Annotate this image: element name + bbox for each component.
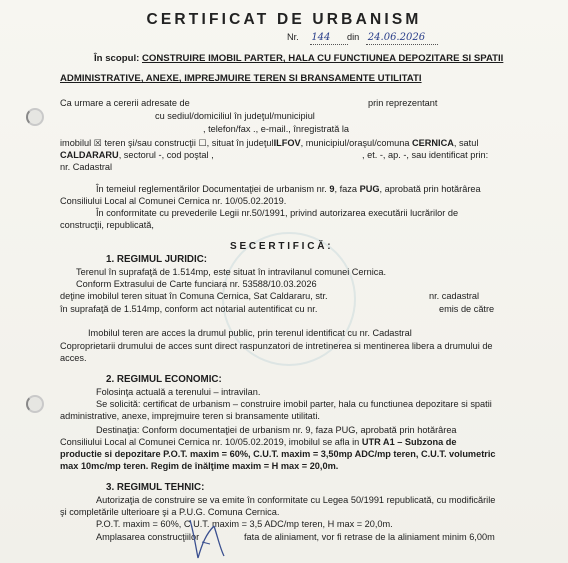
legal-faza: PUG: [359, 184, 380, 194]
scope-line-2: ADMINISTRATIVE, ANEXE, IMPREJMUIRE TEREN SI BRANSAMENTE UTILITATI: [60, 73, 422, 84]
s2-l5: [60, 437, 456, 448]
punch-hole-top: [26, 108, 44, 126]
scope-label: În scopul:: [94, 53, 140, 64]
s2-utr: UTR A1 – Subzona de: [361, 437, 457, 447]
s2-heading: 2. REGIMUL ECONOMIC:: [106, 374, 222, 385]
legal-l1a: În temeiul reglementărilor Documentaţiei de urbanism nr.: [96, 184, 327, 194]
s1-l6: Coproprietarii drumului de acces sunt direct raspunzatori de intretinerea si mentinerea libera a drumului de: [60, 341, 493, 351]
intro-l1b: prin reprezentant: [368, 98, 438, 108]
intro-l5: [60, 150, 214, 161]
s3-l1: Autorizaţia de construire se va emite în conformitate cu Legea 50/1991 republicată, cu modificările: [96, 495, 496, 505]
document-title: CERTIFICAT DE URBANISM: [146, 11, 422, 28]
nr-label: Nr.: [287, 32, 299, 42]
s3-l4b: fata de aliniament, vor fi retrase de la aliniament minim 6,00m: [244, 532, 495, 542]
din-underline: [366, 44, 438, 45]
s3-l4a: Amplasarea construcţiilor: [96, 532, 200, 542]
nr-value: 144: [311, 32, 331, 43]
s3-l3: P.O.T. maxim = 60%, C.U.T. maxim = 3,5 ADC/mp teren, H max = 20,0m.: [96, 519, 393, 529]
s1-l4b: emis de către: [439, 304, 495, 314]
din-label: din: [346, 32, 360, 42]
s1-l7: acces.: [60, 353, 87, 363]
s1-l5: Imobilul teren are acces la drumul public, prin terenul identificat cu nr. Cadastral: [88, 328, 412, 338]
s1-l3b: nr. cadastral: [429, 291, 480, 301]
intro-judet: ILFOV: [273, 138, 301, 148]
certifies-heading: S E C E R T I F I C Ă :: [230, 241, 331, 252]
intro-l5b: , sectorul -, cod poştal ,: [118, 150, 214, 160]
intro-l3: , telefon/fax ., e-mail., înregistrată la: [203, 124, 350, 134]
intro-l2: cu sediul/domiciliul în judeţul/municipiul: [155, 111, 315, 121]
legal-l1e: , aprobată prin hotărârea: [379, 184, 481, 194]
legal-l2: Consiliului Local al Comunei Cernica nr. 10/05.02.2019.: [60, 196, 287, 206]
intro-comuna: CERNICA: [412, 138, 454, 148]
intro-l6: nr. Cadastral: [60, 162, 113, 172]
legal-doc-nr: 9: [329, 184, 335, 194]
s1-heading: 1. REGIMUL JURIDIC:: [106, 254, 208, 265]
signature-scribble: [180, 514, 250, 560]
s3-l2: şi completările ulterioare şi a P.U.G. Comuna Cernica.: [60, 507, 280, 517]
s1-l1: Terenul în suprafaţă de 1.514mp, este situat în intravilanul comunei Cernica.: [76, 267, 386, 277]
intro-l4e: , satul: [453, 138, 479, 148]
intro-l5c: , et. -, ap. -, sau identificat prin:: [362, 150, 489, 160]
s1-l4a: în suprafaţă de 1.514mp, conform act notarial autentificat cu nr.: [60, 304, 318, 314]
s2-l4: Destinaţia: Conform documentaţiei de urbanism nr. 9, faza PUG, aprobată prin hotărârea: [96, 425, 457, 435]
s2-l7: max 10mc/mp teren. Regim de înălţime maxim = H max = 20,0m.: [60, 461, 339, 471]
s2-l3: administrative, anexe, imprejmuire teren si bransamente utilitati.: [60, 411, 320, 421]
s2-l2: Se solicită: certificat de urbanism – construire imobil parter, hala cu functiunea depozitare si spatii: [96, 399, 492, 409]
s1-l2: Conform Extrasului de Carte funciara nr. 53588/10.03.2026: [76, 279, 317, 289]
intro-l4c: , municipiul/oraşul/comuna: [300, 138, 410, 148]
intro-l4: [60, 138, 478, 149]
intro-l4a: imobilul ☒ teren şi/sau construcţii ☐, situat în judeţul: [60, 138, 274, 148]
nr-underline: [310, 44, 348, 45]
intro-l1a: Ca urmare a cererii adresate de: [60, 98, 190, 108]
s3-heading: 3. REGIMUL TEHNIC:: [106, 482, 205, 493]
legal-l1c: , faza: [334, 184, 357, 194]
scope-text-1: CONSTRUIRE IMOBIL PARTER, HALA CU FUNCTIUNEA DEPOZITARE SI SPATII: [141, 53, 504, 64]
nr-line: [287, 32, 425, 43]
scope-line-1: [94, 53, 503, 64]
s2-l5a: Consiliului Local al Comunei Cernica nr. 10/05.02.2019, imobilul se afla in: [60, 437, 360, 447]
legal-l1: [96, 184, 481, 195]
s2-l1: Folosinţa actuală a terenului – intravilan.: [96, 387, 261, 397]
s2-l6: productie si depozitare P.O.T. maxim = 60%, C.U.T. maxim = 3,50mp ADC/mp teren, C.U.T. volumetric: [60, 449, 496, 459]
intro-sat: CALDARARU: [60, 150, 119, 160]
legal-l3: În conformitate cu prevederile Legii nr.50/1991, privind autorizarea executării lucrărilor de: [96, 208, 459, 218]
legal-l4: construcţii, republicată,: [60, 220, 154, 230]
punch-hole-bottom: [26, 395, 44, 413]
din-value: 24.06.2026: [367, 32, 426, 43]
s1-l3a: deţine imobilul teren situat în Comuna Cernica, Sat Caldararu, str.: [60, 291, 328, 301]
